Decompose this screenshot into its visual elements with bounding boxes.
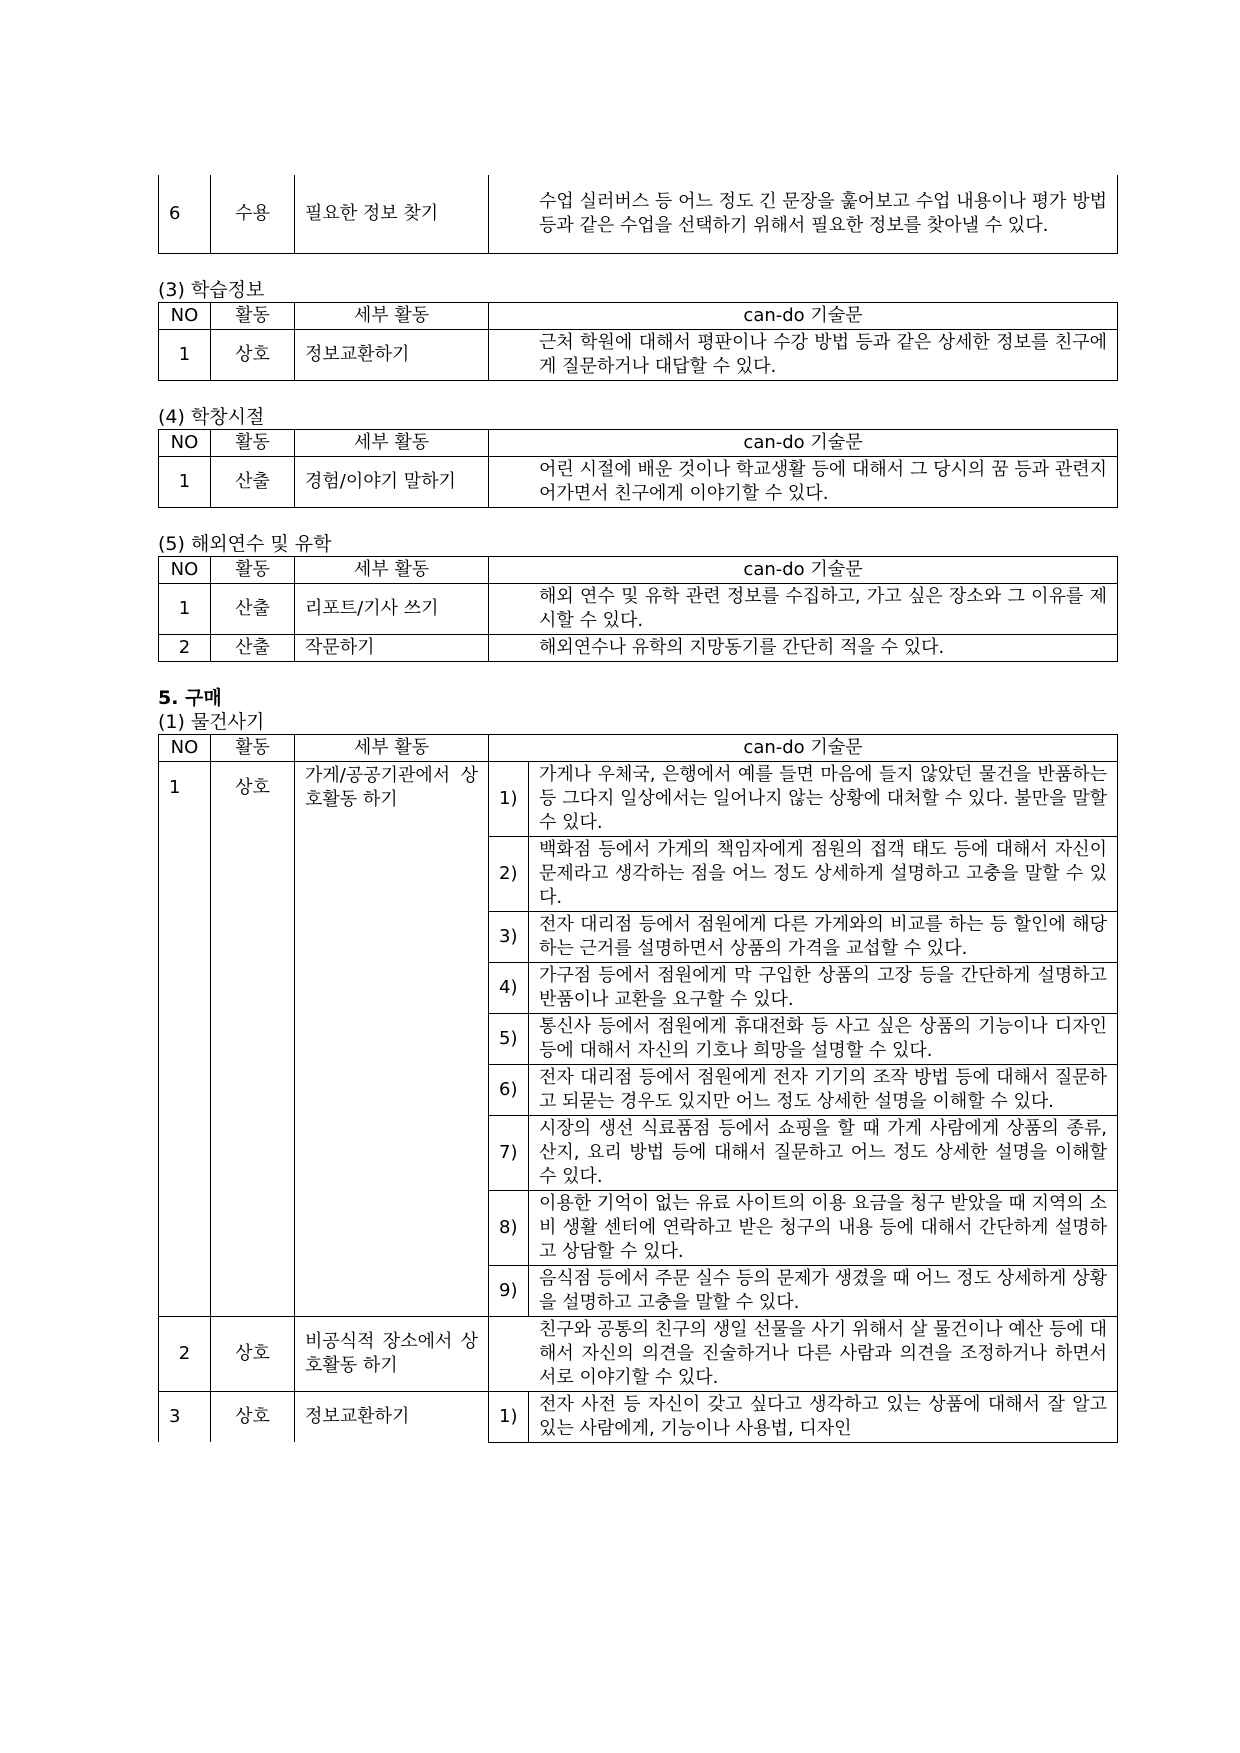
cell-activity: 산출 [211, 634, 295, 661]
cell-activity: 상호 [211, 1316, 295, 1391]
section-title: (3) 학습정보 [158, 278, 265, 301]
cell-activity: 상호 [211, 1391, 295, 1442]
item-number: 7) [489, 1115, 529, 1190]
table-row [159, 761, 1118, 836]
header-statement: can-do 기술문 [489, 556, 1118, 583]
cell-activity: 상호 [211, 329, 295, 380]
section-title: (5) 해외연수 및 유학 [158, 532, 332, 555]
cell-detail: 가게/공공기관에서 상호활동 하기 [295, 761, 489, 1316]
cell-activity: 산출 [211, 583, 295, 634]
cell-statement: 해외 연수 및 유학 관련 정보를 수집하고, 가고 싶은 장소와 그 이유를 제시할 수 있다. [489, 583, 1118, 634]
item-statement: 이용한 기억이 없는 유료 사이트의 이용 요금을 청구 받았을 때 지역의 소비 생활 센터에 연락하고 받은 청구의 내용 등에 대해서 간단하게 설명하고 상담할 수 있다. [529, 1190, 1118, 1265]
table-continuation [158, 175, 1118, 254]
cell-detail: 정보교환하기 [295, 329, 489, 380]
table-row [159, 175, 1118, 253]
table-study-abroad [158, 556, 1118, 662]
item-number: 8) [489, 1190, 529, 1265]
header-activity: 활동 [211, 556, 295, 583]
cell-statement: 친구와 공통의 친구의 생일 선물을 사기 위해서 살 물건이나 예산 등에 대해서 자신의 의견을 진술하거나 다른 사람과 의견을 조정하거나 하면서 서로 이야기할 수 있다. [489, 1316, 1118, 1391]
item-statement: 시장의 생선 식료품점 등에서 쇼핑을 할 때 가게 사람에게 상품의 종류, 산지, 요리 방법 등에 대해서 질문하고 어느 정도 상세한 설명을 이해할 수 있다. [529, 1115, 1118, 1190]
table-row [159, 634, 1118, 661]
table-learning-info [158, 302, 1118, 381]
item-statement: 전자 사전 등 자신이 갖고 싶다고 생각하고 있는 상품에 대해서 잘 알고 있는 사람에게, 기능이나 사용법, 디자인 [529, 1391, 1118, 1442]
cell-no: 2 [159, 634, 211, 661]
header-activity: 활동 [211, 302, 295, 329]
item-number: 4) [489, 962, 529, 1013]
section-heading: 5. 구매 [158, 686, 222, 709]
section-title: (1) 물건사기 [158, 710, 265, 733]
cell-statement: 근처 학원에 대해서 평판이나 수강 방법 등과 같은 상세한 정보를 친구에게 질문하거나 대답할 수 있다. [489, 329, 1118, 380]
item-number: 1) [489, 761, 529, 836]
table-row [159, 583, 1118, 634]
header-detail: 세부 활동 [295, 734, 489, 761]
header-no: NO [159, 734, 211, 761]
cell-activity: 수용 [211, 175, 295, 253]
cell-statement: 어린 시절에 배운 것이나 학교생활 등에 대해서 그 당시의 꿈 등과 관련지어가면서 친구에게 이야기할 수 있다. [489, 456, 1118, 507]
cell-activity: 상호 [211, 761, 295, 1316]
item-number: 2) [489, 836, 529, 911]
header-no: NO [159, 429, 211, 456]
item-statement: 가구점 등에서 점원에게 막 구입한 상품의 고장 등을 간단하게 설명하고 반품이나 교환을 요구할 수 있다. [529, 962, 1118, 1013]
cell-no: 1 [159, 583, 211, 634]
table-header-row [159, 429, 1118, 456]
table-row [159, 1316, 1118, 1391]
header-detail: 세부 활동 [295, 556, 489, 583]
cell-detail: 필요한 정보 찾기 [295, 175, 489, 253]
table-header-row [159, 302, 1118, 329]
cell-no: 3 [159, 1391, 211, 1442]
item-statement: 백화점 등에서 가게의 책임자에게 점원의 접객 태도 등에 대해서 자신이 문제라고 생각하는 점을 어느 정도 상세하게 설명하고 고충을 말할 수 있다. [529, 836, 1118, 911]
item-statement: 전자 대리점 등에서 점원에게 다른 가게와의 비교를 하는 등 할인에 해당하는 근거를 설명하면서 상품의 가격을 교섭할 수 있다. [529, 911, 1118, 962]
cell-detail: 경험/이야기 말하기 [295, 456, 489, 507]
item-number: 3) [489, 911, 529, 962]
table-row [159, 456, 1118, 507]
item-statement: 가게나 우체국, 은행에서 예를 들면 마음에 들지 않았던 물건을 반품하는 등 그다지 일상에서는 일어나지 않는 상황에 대처할 수 있다. 불만을 말할 수 있다. [529, 761, 1118, 836]
cell-no: 1 [159, 456, 211, 507]
cell-detail: 비공식적 장소에서 상호활동 하기 [295, 1316, 489, 1391]
item-number: 6) [489, 1064, 529, 1115]
header-detail: 세부 활동 [295, 302, 489, 329]
table-header-row [159, 556, 1118, 583]
header-activity: 활동 [211, 734, 295, 761]
cell-no: 2 [159, 1316, 211, 1391]
item-number: 5) [489, 1013, 529, 1064]
table-purchase [158, 734, 1118, 1443]
item-statement: 음식점 등에서 주문 실수 등의 문제가 생겼을 때 어느 정도 상세하게 상황을 설명하고 고충을 말할 수 있다. [529, 1265, 1118, 1316]
item-statement: 통신사 등에서 점원에게 휴대전화 등 사고 싶은 상품의 기능이나 디자인 등에 대해서 자신의 기호나 희망을 설명할 수 있다. [529, 1013, 1118, 1064]
header-statement: can-do 기술문 [489, 302, 1118, 329]
item-number: 9) [489, 1265, 529, 1316]
cell-statement: 해외연수나 유학의 지망동기를 간단히 적을 수 있다. [489, 634, 1118, 661]
document-page [158, 175, 1117, 1443]
item-statement: 전자 대리점 등에서 점원에게 전자 기기의 조작 방법 등에 대해서 질문하고 되묻는 경우도 있지만 어느 정도 상세한 설명을 이해할 수 있다. [529, 1064, 1118, 1115]
table-header-row [159, 734, 1118, 761]
section-title: (4) 학창시절 [158, 405, 265, 428]
cell-activity: 산출 [211, 456, 295, 507]
header-no: NO [159, 302, 211, 329]
cell-detail: 리포트/기사 쓰기 [295, 583, 489, 634]
cell-detail: 정보교환하기 [295, 1391, 489, 1442]
cell-no: 1 [159, 329, 211, 380]
header-statement: can-do 기술문 [489, 429, 1118, 456]
header-no: NO [159, 556, 211, 583]
table-school-days [158, 429, 1118, 508]
header-activity: 활동 [211, 429, 295, 456]
header-detail: 세부 활동 [295, 429, 489, 456]
header-statement: can-do 기술문 [489, 734, 1118, 761]
cell-statement: 수업 실러버스 등 어느 정도 긴 문장을 훑어보고 수업 내용이나 평가 방법 등과 같은 수업을 선택하기 위해서 필요한 정보를 찾아낼 수 있다. [489, 175, 1118, 253]
item-number: 1) [489, 1391, 529, 1442]
cell-detail: 작문하기 [295, 634, 489, 661]
cell-no: 1 [159, 761, 211, 1316]
cell-no: 6 [159, 175, 211, 253]
table-row [159, 1391, 1118, 1442]
table-row [159, 329, 1118, 380]
